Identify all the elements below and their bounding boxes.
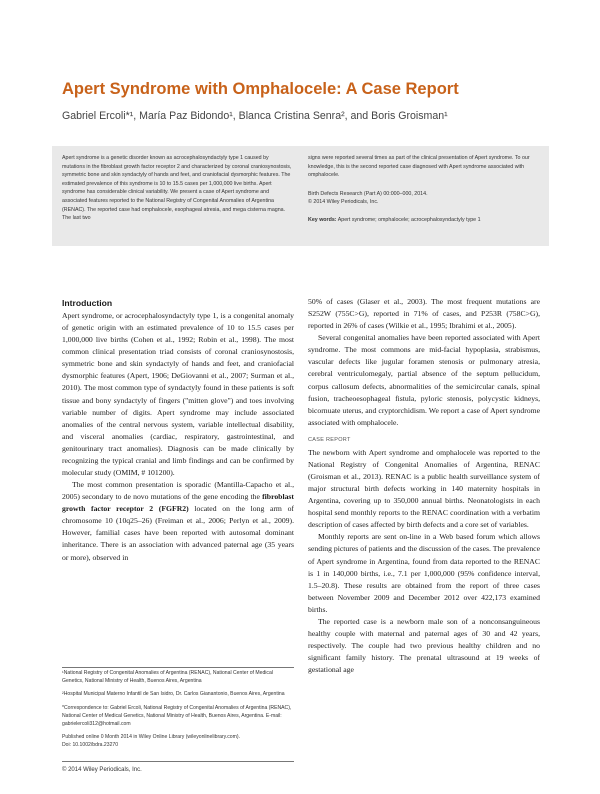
paragraph: The newborn with Apert syndrome and omphalocele was reported to the National Registry of Congenital Anomalies of Argentina, RENAC (Groisman et al., 2013). RENAC is a public health surveillance system of major structural birth defects working in 140 maternity hospitals in Argentina, covering up to 350,000 annual births. Neonatologists in each hospital send monthly reports to the RENAC coordination with a verbatim description of cases affected by birth defects and a core set of variables. bbox=[308, 447, 540, 530]
abstract-left-column bbox=[62, 154, 292, 223]
paragraph-text: The most common presentation is sporadic (Mantilla-Capacho et al., 2005) secondary to de novo mutations of the gene encoding the bbox=[62, 480, 294, 502]
footnote-published: Published online 0 Month 2014 in Wiley Online Library (wileyonlinelibrary.com). bbox=[62, 734, 240, 741]
keywords bbox=[308, 216, 540, 225]
paragraph: Apert syndrome, or acrocephalosyndactyly type 1, is a congenital anomaly of genetic origin with an estimated prevalence of 10 to 15.5 cases per 1,000,000 live births (Cohen et al., 1992; Robin et al., 1998). The most common clinical presentation triad consists of coronal craniosynostosis, symmetric bone and skin syndactyly of hands and feet, and craniofacial dysmorphic features (Apert, 1906; DeGiovanni et al., 2007; Surman et al., 2010). The most common type of syndactyly found in these patients is soft tissue and bony syndactyly of fingers ("mitten glove") and toes involving variable number of digits. Apert syndrome may include associated anomalies of the central nervous system, variable intellectual disability, and visceral anomalies (cardiac, respiratory, gastrointestinal, and genitourinary tract anomalies). Diagnosis can be made clinically by recognizing the typical cranial and limb findings and can be confirmed by molecular study (OMIM, # 101200). bbox=[62, 311, 294, 478]
footnote-divider bbox=[62, 667, 294, 668]
abstract-text-continued: signs were reported several times as part of the clinical presentation of Apert syndrome. To our knowledge, this is the second reported case diagnosed with Apert syndrome associated with omphalocele. bbox=[308, 155, 530, 179]
footnote-affiliation-2: ²Hospital Municipal Materno Infantil de San Isidro, Dr. Carlos Gianantonio, Buenos Aires, Argentina bbox=[62, 691, 285, 698]
journal-copyright: © 2014 Wiley Periodicals, Inc. bbox=[308, 199, 379, 206]
section-heading-case-report: CASE REPORT bbox=[308, 436, 351, 443]
page-copyright: © 2014 Wiley Periodicals, Inc. bbox=[62, 767, 142, 773]
body-left-column bbox=[62, 296, 294, 564]
copyright-divider bbox=[62, 761, 294, 762]
body-right-column bbox=[308, 296, 540, 676]
footnote-doi: Doi: 10.1002/bdra.23270 bbox=[62, 741, 119, 748]
abstract-right-column bbox=[308, 154, 540, 225]
paragraph: Several congenital anomalies have been reported associated with Apert syndrome. The most commons are mid-facial hypoplasia, strabismus, vascular defects like jugular foramen stenosis or pulmonary atresia, cerebral ventriculomegaly, partial absence of the septum pellucidum, corpus callosum defects, abnormalities of the semicircular canals, spinal fusion, tracheoesophageal fistula, pyloric stenosis, polycystic kidneys, bicornuate uterus, and cryptorchidism. We report a case of Apert syndrome associated with omphalocele. bbox=[308, 333, 540, 427]
keywords-text: Apert syndrome; omphalocele; acrocephalosyndactyly type 1 bbox=[336, 216, 481, 223]
keywords-label: Key words: bbox=[308, 216, 337, 223]
section-heading-introduction: Introduction bbox=[62, 298, 113, 308]
author-list: Gabriel Ercoli*¹, María Paz Bidondo¹, Blanca Cristina Senra², and Boris Groisman¹ bbox=[62, 110, 448, 122]
gene-name: fibroblast growth factor receptor 2 (FGFR2) bbox=[62, 492, 294, 514]
paragraph bbox=[62, 479, 294, 564]
paragraph-text: located on the long arm of chromosome 10 (10q25–26) (Freiman et al., 2006; Perlyn et al., 2009). However, familial cases have been reported with autosomal dominant inheritance. There is an association with advanced paternal age (35 years or more), observed in bbox=[62, 504, 294, 562]
footnotes bbox=[62, 670, 294, 750]
footnote-correspondence: *Correspondence to: Gabriel Ercoli, National Registry of Congenital Anomalies of Argentina (RENAC), National Center of Medical Genetics, National Ministry of Health, Buenos Aires, Argentina. E-mail: gabrielercoli312@hotmail.com bbox=[62, 705, 292, 727]
paragraph: 50% of cases (Glaser et al., 2003). The most frequent mutations are S252W (755C>G), reported in 71% of cases, and P253R (758C>G), reported in 26% of cases (Wilkie et al., 1995; Ibrahimi et al., 2005). bbox=[308, 297, 540, 331]
abstract-text: Apert syndrome is a genetic disorder known as acrocephalosyndactyly type 1 caused by mutations in the fibroblast growth factor receptor 2 and characterized by coronal craniosynostosis, symmetric bone and skin syndactyly of hands and feet, and craniofacial dysmorphic features. The estimated prevalence of this syndrome is 10 to 15.5 cases per 1,000,000 live births. Apert syndrome has considerable clinical variability. We present a case of Apert syndrome and associated features reported to the National Registry of Congenital Anomalies of Argentina (RENAC). The reported case had omphalocele, esophageal atresia, and mega cisterna magna. The last two bbox=[62, 155, 292, 222]
article-title: Apert Syndrome with Omphalocele: A Case Report bbox=[62, 80, 459, 98]
footnote-affiliation-1: ¹National Registry of Congenital Anomalies of Argentina (RENAC), National Center of Medical Genetics, National Ministry of Health, Buenos Aires, Argentina bbox=[62, 670, 273, 684]
paragraph: Monthly reports are sent on-line in a Web based forum which allows sending pictures of patients and the discussion of the cases. The prevalence of Apert syndrome in Argentina, found from data reported to the RENAC is 1 in 140,000 births, i.e., 7.1 per 1,000,000 (95% confidence interval, 1.5–20.8). These results are obtained from the report of three cases between November 2009 and December 2012 over 422,173 examined births. bbox=[308, 532, 540, 614]
journal-reference: Birth Defects Research (Part A) 00:000–000, 2014. bbox=[308, 190, 428, 197]
paragraph: The reported case is a newborn male son of a nonconsanguineous healthy couple with maternal and paternal ages of 30 and 42 years, respectively. The couple had two previous healthy children and no significant family history. The prenatal ultrasound at 19 weeks of gestational age bbox=[308, 616, 540, 675]
